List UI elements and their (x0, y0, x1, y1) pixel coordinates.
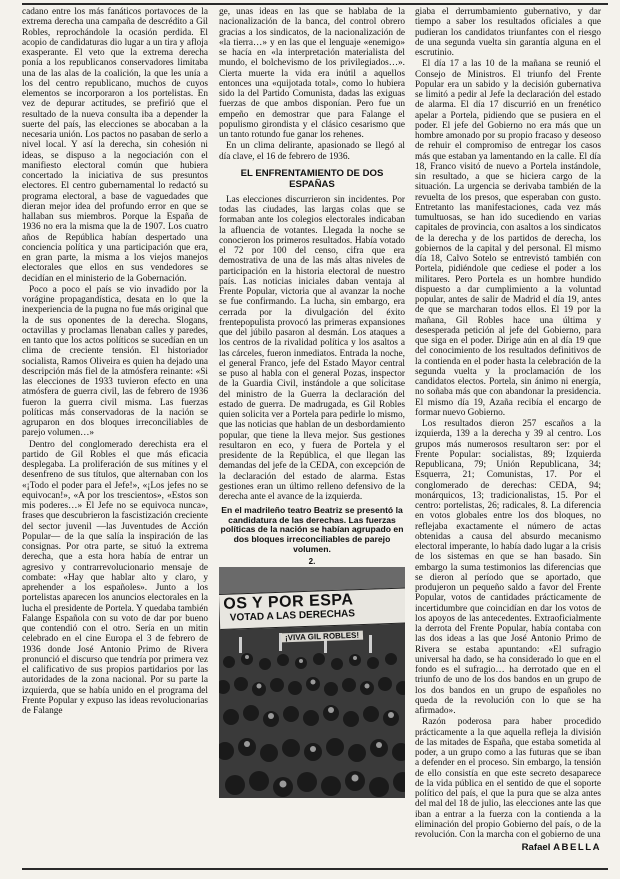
bottom-rule (22, 868, 608, 870)
paragraph: Dentro del conglomerado derechista era el partido de Gil Robles el que más eficacia desplegaba. La proliferación de sus mítines y el desenfreno de sus títulos, que alternaban con los «¡Todo el poder para el Jefe!», «¡Los jefes no se equivocan!», «A por los trescientos», «Estos son mis poderes…» El Jefe no se equivoca nunca», frases que descubrieron la fascistización creciente del sector juvenil —las Juventudes de Acción Popular— de la que salía la inspiración de las consignas. Por otra parte, se situó la extrema derecha, que a esta hora había de entrar un agresivo y contrarrevolucionario mensaje de combate: «Hay que hablar alto y claro, y aprehender a los españoles». Junto a los portelistas aparecen los anuncios electorales en la lucha el presidente de Portela. Y quedaba también Falange Española con su voto de dar por bueno que contendió con el otro. Sería en un mitin celebrado en el cine Europa el 3 de febrero de 1936 donde José Antonio Primo de Rivera pronunció el discurso que tendría por primera vez el calificativo de sus propios partidarios por las autoridades de la zona nacional. Por su parte la izquierda, que se había unido en el programa del Frente Popular y expuso las ideas revolucionarias de Falange (22, 439, 208, 716)
paragraph: Las elecciones discurrieron sin incidentes. Por todas las ciudades, las largas colas que se formaban ante los colegios electorales indicaban la afluencia de votantes. Llegada la noche se conocieron los primeros resultados. Había votado el 72 por 100 del censo, cifra que era demostrativa de una de las más altas niveles de participación en la historia electoral de nuestro país. Las noticias iniciales daban ventaja al Frente Popular, victoria que al avanzar la noche se fue confirmando. La lucha, sin embargo, era cerrada por la divulgación del éxito frentepopulista provocó las primeras expansiones que del júbilo pasaron al desmán. Los ataques a los centros de la rivalidad política y los asaltos a las cárceles, fueron inmediatos. Entrada la noche, el general Franco, jefe del Estado Mayor central se puso al habla con el general Pozas, inspector de la Guardia Civil, instándole a que solicitase del ministro de la Guerra la declaración del estado de guerra. De madrugada, es Gil Robles quien solicita ver a Portela para pedirle lo mismo, que las noticias que hablan de un desbordamiento popular, que tiene la lleva mejor. Sus gestiones resultaron en eco, y fuera de Portela y el presidente de la República, el que llegan las demandas del jefe de la CEDA, con excepción de la declaración del estado de alarma. Estas gestiones eran un último relleno defensivo de la derecha ante el avance de la izquierda. (219, 194, 405, 502)
paragraph: ge, unas ideas en las que se hablaba de la nacionalización de la banca, del control obrero gracias a los sindicatos, de la nacionalización de «la tierra…» y en las que el lenguaje «enemigo» se hacía en «la interpretación materialista del mundo, el bolchevismo de los privilegiados…». Cierta muerte la vida era inútil a aquellos entonces una «quijotada total», como lo hubiera sido la del Partido Comunista, dadas las exiguas fuerzas de que ambos disponían. Pero fue un empeño en demostrar que para Falange el populismo girondista y el clásico cesarismo que un tanto rotundo fue ganar los rehenes. (219, 7, 405, 140)
author-first-name: Rafael (521, 842, 551, 854)
section-subheading: EL ENFRENTAMIENTO DE DOS ESPAÑAS (240, 167, 384, 190)
banner-cheer: ¡VIVA GIL ROBLES! (281, 631, 363, 643)
paragraph: En un clima delirante, apasionado se llegó al día clave, el 16 de febrero de 1936. (219, 141, 405, 162)
author-last-name: ABELLA (553, 842, 601, 854)
paragraph: giaba el derrumbamiento gubernativo, y dar tiempo a saber los resultados oficiales a que pudieran los candidatos triunfantes con el riesgo de una segunda vuelta sin garantía alguna en el escrutinio. (415, 7, 601, 58)
column-1 (22, 7, 208, 717)
paragraph: Poco a poco el país se vio invadido por la vorágine propagandística, desata en lo que la inexperiencia de la pugna no fue más original que la de sus oponentes de la derecha. Slogans, octavillas y proclamas llenaban calles y paredes, en tanto que los actos políticos se sucedían en un clima de creciente tensión. El historiador socialista, Ramos Oliveira es quien ha dejado una descripción más fiel de la atmósfera reinante: «Si las elecciones de 1933 tuvieron efecto en una atmósfera de guerra civil, las de febrero de 1936 fueron la guerra civil misma. Las fuerzas políticas más conservadoras de la nación se agruparon en dos bloques irreconciliables de parejo volumen…» (22, 284, 208, 439)
column-2 (219, 7, 405, 798)
paragraph: cadano entre los más fanáticos portavoces de la extrema derecha una campaña de descrédito a Gil Robles, reprochándole la ocasión perdida. El acopio de candidaturas dio lugar a un tira y afloja exasperante. El veto que la extrema derecha ponía a los republicanos conservadores limitaba una de las alas de la coalición, la que les unía a los del centro republicano, muchos de cuyos elementos se incorporaron a los portelistas. En vez de depurar actitudes, se prefirió que el resultado de la nueva consulta iba a depender la suerte del país, las elecciones se abocaban a la necesaria unión. Los pactos no pasaban de serlo a nivel local. Y así la derecha, sin cohesión ni ideas, se dispuso a la negociación con el manifiesto electoral común que hubiera concertado la iniciativa de sus presuntos electores. El centro gubernamental lo redactó su programa electoral, a base de vaguedades que dieran mejor idea del profundo error en que se hallaban sus miembros. Porque la España de 1936 no era la misma que la de 1907. Los cuatro años de República habían despertado una conciencia política y una participación que era, en gran parte, la misma a los viejos manejos electorales que ellos en sus vendedores se decidían en el ministerio de la Gobernación. (22, 7, 208, 284)
top-rule (22, 3, 608, 5)
photo-label: 2. (308, 557, 316, 567)
rally-photo (219, 567, 405, 798)
photo-caption: En el madrileño teatro Beatriz se presentó la candidatura de las derechas. Las fuerzas políticas de la nación se habían agrupado en dos bloques irreconciliables de parejo volumen. (220, 505, 404, 554)
author-signature (415, 842, 601, 853)
rally-banner (219, 588, 405, 630)
banner-slogan: OS Y POR ESPA (223, 591, 354, 614)
banner-vote-line: VOTAD A LAS DERECHAS (229, 608, 356, 624)
paragraph: Razón poderosa para haber procedido prácticamente a la que aquella refleja la división de las mitades de España, que estaba sometida al poder, a un grupo como a las futuras que se iban a defender en el proceso. Sin embargo, la tensión de ello consistía en que este secreto desaparece de la vida pública en el sentido de que el soporte político del país, el que la pura que se alza antes del mal del 18 de julio, las elecciones ante las que iban a entrar a la fuerza con la contienda a la eliminación del propio Gobierno del país, o de la revolución. Con la marcha con el gobierno de una (415, 717, 601, 840)
paragraph: Los resultados dieron 257 escaños a la izquierda, 139 a la derecha y 39 al centro. Los grupos más numerosos resultaron ser: por el Frente Popular: socialistas, 89; Izquierda Republicana, 79; Unión Republicana, 34; Esquerra, 21; Comunistas, 17. Por el conglomerado de derechas: CEDA, 94; monárquicos, 13; tradicionalistas, 15. Por el centro: portelistas, 26; radicales, 8. La diferencia en votos globales entre los dos bloques, no reflejaba exactamente el número de actas obtenidas a causa del absurdo mecanismo electoral imperante, lo había dado lugar a la crisis de los sistemas en que se han basado. Sin embargo la suma testimonios las diferencias que se dieron al período que se aportado, que produjeron un pequeño saldo a favor del Frente Popular, votos de cantidades prácticamente de incertidumbre que coincidían en dar los votos de los apoyos de las antecedentes. Extraoficialmente la derrota del Frente Popular, había contaba con las dos ideas a las que José Antonio Primo de Rivera se estaba apuntando: «El sufragio universal ha dado, se ha considerado lo que en el fondo es el sufragio… ha derrotado que en el triunfo de uno de los dos bandos en un grupo de los dos bandos en un grupo de españoles no queda de la revolución con lo que se ha afirmado». (415, 419, 601, 716)
column-3 (415, 7, 601, 853)
paragraph: El día 17 a las 10 de la mañana se reunió el Consejo de Ministros. El triunfo del Frente Popular era un sabido y la decisión gubernativa se limitó a pedir al Jefe la declaración del estado de alarma. El día 17 discurrió en un frenético apelar a Portela, pidiendo que se pusiera en el poder. El jefe del Gobierno no era más que un hombre amonado por su propio fracaso y deseoso de rehuir el compromiso de entregar los casos más que estaban ya lamentando en la calle. El día 18, Franco visitó de nuevo a Portela instándole, sin resultado, a que se hiciera cargo de la situación. La urgencia se derivaba también de la revuelta de los presos, que esperaban con gusto. Entretanto las manifestaciones, cada vez más tumultuosas, se han ido sucediendo en varias capitales de provincia, con asaltos a los sindicatos de la derecha y de los partidos de derecha, los gobiernos de la capital y del personal. El mismo día 18, Calvo Sotelo se entrevistó también con Portela, pidiéndole que cediese el poder a los militares. Pero Portela es un hombre hundido dispuesto a dar cumplimiento a la voluntad popular, antes de salir de Madrid el día 19, antes de que se marcharan todos ellos. El 19 por la mañana, Gil Robles hace una última y desesperada petición al jefe del Gobierno, para que siga en el poder. Dirige aún en al día 19 que del conocimiento de los resultados definitivos de la contienda en el poder hasta la celebración de la segunda vuelta y la proclamación de los candidatos electos. Portela, sin ánimo ni energía, no soñaba más que con abandonar la presidencia. El mismo día 19, Azaña recibía el encargo de formar nuevo Gobierno. (415, 59, 601, 418)
